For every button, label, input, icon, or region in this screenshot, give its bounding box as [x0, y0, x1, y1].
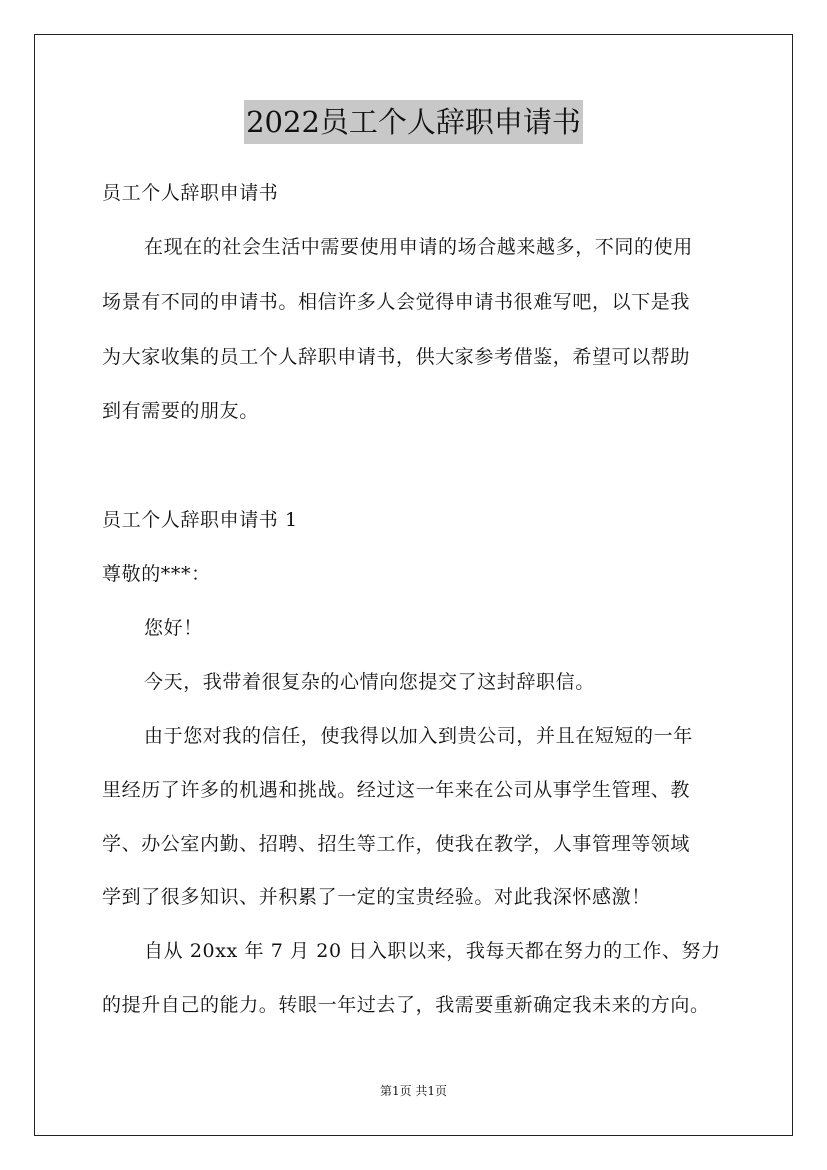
document-subtitle: 员工个人辞职申请书: [102, 182, 279, 204]
intro-line: 到有需要的朋友。: [102, 400, 259, 422]
body-line: 学、办公室内勤、招聘、招生等工作，使我在教学，人事管理等领域: [102, 833, 691, 855]
title-container: [0, 100, 827, 144]
page-number-footer: 第1页 共1页: [379, 1084, 448, 1098]
body-line: 的提升自己的能力。转眼一年过去了，我需要重新确定我未来的方向。: [102, 994, 710, 1016]
salutation: 尊敬的***：: [102, 563, 211, 585]
intro-line: 场景有不同的申请书。相信许多人会觉得申请书很难写吧，以下是我: [102, 291, 691, 313]
body-line: 学到了很多知识、并积累了一定的宝贵经验。对此我深怀感激！: [102, 886, 651, 908]
section-heading: 员工个人辞职申请书 1: [102, 509, 298, 531]
body-line: 由于您对我的信任，使我得以加入到贵公司，并且在短短的一年: [144, 725, 693, 747]
greeting: 您好！: [144, 617, 203, 639]
intro-line: 在现在的社会生活中需要使用申请的场合越来越多，不同的使用: [144, 236, 693, 258]
document-title: 2022员工个人辞职申请书: [244, 100, 583, 144]
body-line: 里经历了许多的机遇和挑战。经过这一年来在公司从事学生管理、教: [102, 779, 691, 801]
body-line: 今天，我带着很复杂的心情向您提交了这封辞职信。: [144, 671, 595, 693]
intro-line: 为大家收集的员工个人辞职申请书，供大家参考借鉴，希望可以帮助: [102, 346, 691, 368]
body-line: 自从 20xx 年 7 月 20 日入职以来，我每天都在努力的工作、努力: [144, 940, 721, 962]
